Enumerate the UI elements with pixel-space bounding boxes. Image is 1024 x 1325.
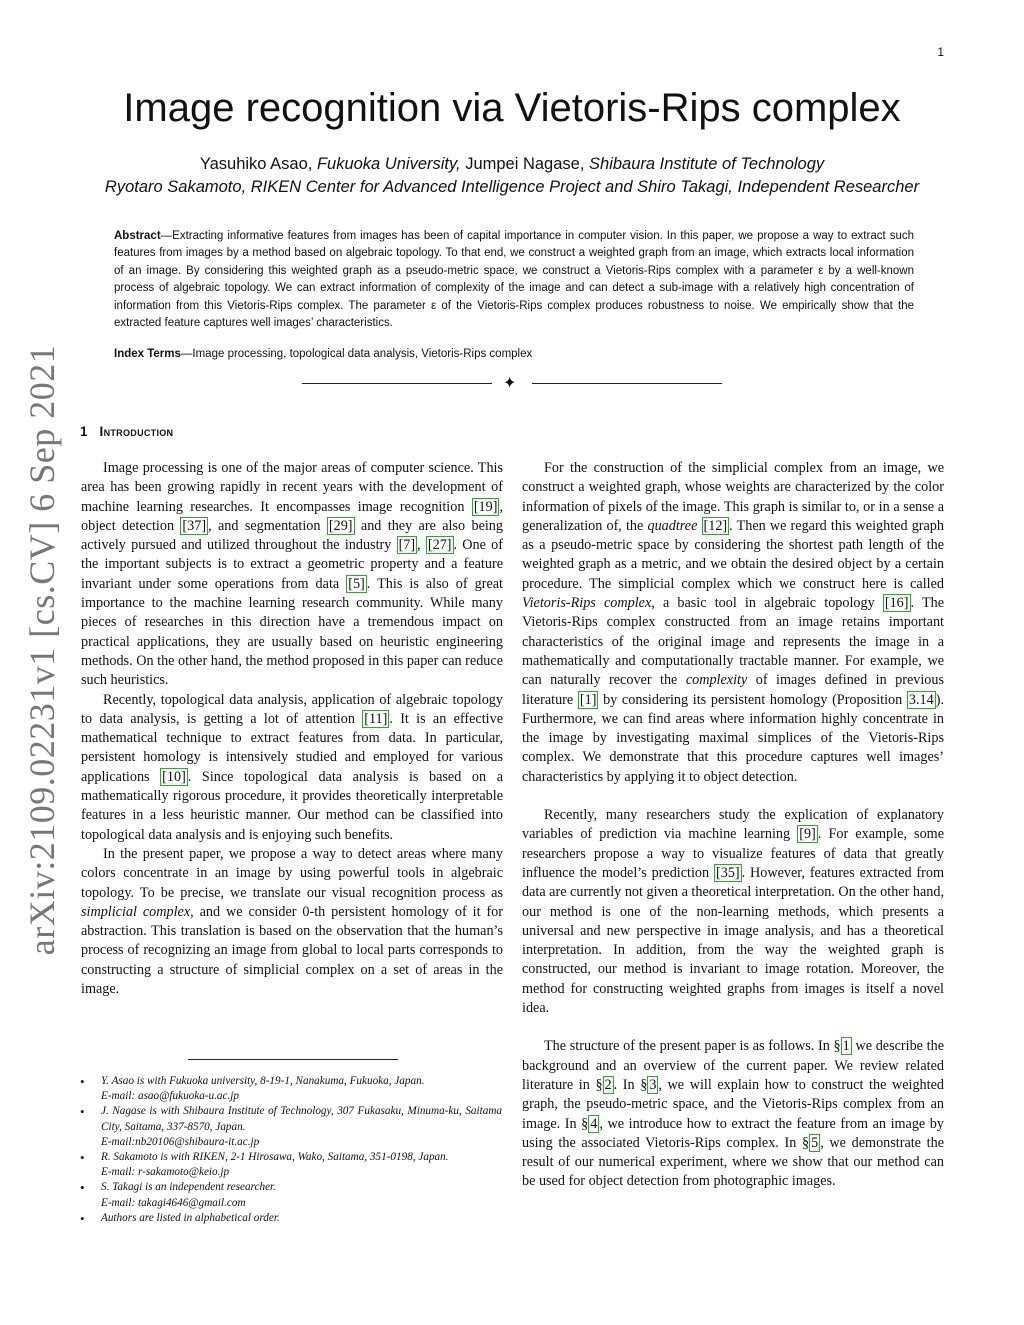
author-name: Jumpei Nagase, — [460, 155, 590, 173]
text: , we introduce how to extract the feature from an image by using the associated Vietoris-Rips complex. In § — [522, 1115, 944, 1151]
section-heading — [80, 424, 173, 439]
text: , and we consider 0-th persistent homology of it for abstraction. This translation is based on the observation that the human’s process of recognizing an image from global to local parts corresponds to constructing a structure of simplicial complex on a set of areas in the image. — [81, 903, 503, 998]
text: For the construction of the simplicial complex from an image, we construct a weighted graph, whose weights are characterized by the color information of pixels of the image. This graph is similar to, or in a sense a generalization of, the — [522, 460, 944, 534]
text: ). Furthermore, we can find areas where information highly concentrate in the image by investigating maximal simplices of the Vietoris-Rips complex. We demonstrate that this procedure captures well images’ characteristics by applying it to object detection. — [522, 691, 945, 785]
emphasis: quadtree — [647, 517, 698, 534]
text: and they are also being actively pursued and utilized throughout the industry — [81, 517, 503, 554]
emphasis: complexity — [685, 672, 748, 689]
left-column — [81, 459, 503, 999]
footnote-email: E-mail: r-sakamoto@keio.jp — [101, 1166, 230, 1179]
paper-title: Image recognition via Vietoris-Rips complex — [123, 86, 901, 130]
text: , a basic tool in algebraic topology — [651, 595, 883, 612]
section-title: Introduction — [99, 424, 174, 439]
author-affiliation: Fukuoka University, — [316, 155, 461, 173]
paragraph — [81, 845, 503, 999]
citation-link[interactable]: [35] — [715, 864, 740, 881]
text: , object detection — [81, 498, 503, 534]
footnote-item — [80, 1104, 502, 1150]
paragraph — [522, 1037, 944, 1191]
text: . This is also of great importance to the machine learning research community. While many pieces of researches in this direction have a tremendous impact on practical applications, they are usually based on heuristic engineering methods. On the other hand, the method proposed in this paper can reduce such heuristics. — [81, 575, 503, 689]
text: , we will explain how to construct the weighted graph, the pseudo-metric space, and the Vietoris-Rips complex from an image. In § — [522, 1076, 944, 1132]
emphasis: simplicial complex — [81, 903, 191, 920]
citation-link[interactable]: [16] — [884, 595, 909, 612]
divider-line-right — [532, 383, 722, 384]
abstract — [114, 228, 914, 332]
text — [697, 518, 701, 534]
citation-link[interactable]: [9] — [799, 826, 816, 843]
citation-link[interactable]: [5] — [348, 575, 365, 592]
text: . It is an effective mathematical technique to extract features from data. In particular, persistent homology is intensively studied and employed for various applications — [81, 710, 503, 785]
citation-link[interactable]: [7] — [398, 537, 416, 554]
text: . The Vietoris-Rips complex constructed from an image retains important characteristics of the original image and represents the image in a mathematically and computationally tractable manner. For example, we can naturally recover the — [522, 595, 945, 689]
section-link[interactable]: 2 — [604, 1076, 612, 1093]
section-divider — [300, 374, 724, 394]
paragraph — [81, 691, 503, 845]
text: by considering its persistent homology (Proposition — [598, 691, 907, 708]
text: Recently, many researchers study the explication of explanatory variables of prediction via machine learning — [522, 807, 944, 843]
divider-line-left — [302, 383, 492, 384]
text: . One of the important subjects is to extract a geometric property and a feature invariant under some operations from data — [81, 537, 503, 592]
paragraph — [81, 459, 503, 691]
text: Recently, topological data analysis, application of algebraic topology to data analysis, is getting a lot of attention — [81, 691, 503, 727]
index-terms — [114, 348, 914, 360]
citation-link[interactable]: [29] — [328, 517, 353, 534]
section-link[interactable]: 1 — [842, 1038, 850, 1055]
footnote-item — [80, 1211, 502, 1226]
text: . Then we regard this weighted graph as a pseudo-metric space by considering the shortest path length of the weighted graph as a metric, and we obtain the desired object by a certain procedure. The simplicial complex which we construct here is called — [522, 517, 944, 592]
section-number: 1 — [80, 424, 88, 439]
text: , — [417, 537, 426, 554]
section-link[interactable]: 4 — [590, 1115, 598, 1132]
section-link[interactable]: 3 — [649, 1076, 657, 1093]
paragraph — [522, 806, 944, 1018]
text: . In § — [613, 1076, 648, 1093]
footnotes — [80, 1074, 502, 1226]
text: , and segmentation — [208, 517, 327, 534]
citation-link[interactable]: [37] — [182, 517, 207, 534]
footnote-email: E-mail: asao@fukuoka-u.ac.jp — [101, 1090, 239, 1103]
abstract-text: —Extracting informative features from images has been of capital importance in computer vision. In this paper, we propose a way to extract such features from images by a method based on algebraic topology. To that end, we construct a weighted graph from an image, which extracts local information of an image. By considering this weighted graph as a pseudo-metric space, we construct a Vietoris-Rips complex with a parameter ε by a well-known process of algebraic topology. We can extract information of complexity of the image and can detect a sub-image with a relatively high concentration of information from this Vietoris-Rips complex. The parameter ε of the Vietoris-Rips complex produces robustness to noise. We empirically show that the extracted feature captures well images’ characteristics. — [114, 230, 914, 330]
paragraph-gap — [522, 1018, 944, 1037]
text: , we demonstrate the result of our numerical experiment, where we show that our method can be used for object detection from photographic images. — [522, 1134, 944, 1190]
footnote-item — [80, 1150, 502, 1180]
text: of images defined in previous literature — [522, 672, 944, 708]
index-terms-label: Index Terms — [114, 348, 181, 360]
author-affiliation: Shibaura Institute of Technology — [589, 155, 825, 173]
footnote-item — [80, 1074, 502, 1104]
text: Image processing is one of the major areas of computer science. This area has been growing rapidly in recent years with the development of machine learning researches. It encompasses image recognition — [81, 460, 503, 515]
text: we describe the background and an overview of the current paper. We review related literature in § — [522, 1038, 944, 1093]
text: . For example, some researchers propose a way to visualize features of data that greatly influence the model’s prediction — [522, 826, 944, 881]
citation-link[interactable]: [19] — [473, 498, 498, 515]
section-link[interactable]: 5 — [811, 1134, 819, 1151]
text: The structure of the present paper is as follows. In § — [544, 1038, 841, 1055]
proposition-link[interactable]: 3.14 — [908, 691, 934, 708]
citation-link[interactable]: [11] — [364, 710, 388, 727]
index-terms-text: —Image processing, topological data analysis, Vietoris-Rips complex — [180, 348, 533, 360]
footnote-text: • S. Takagi is an independent researcher. — [101, 1181, 276, 1194]
citation-link[interactable]: [10] — [162, 768, 186, 785]
arxiv-identifier-stamp: arXiv:2109.02231v1 [cs.CV] 6 Sep 2021 — [22, 344, 62, 956]
right-column — [522, 459, 944, 1192]
author-name: Yasuhiko Asao, — [199, 155, 317, 173]
footnote-email: E-mail:nb20106@shibaura-it.ac.jp — [101, 1135, 260, 1148]
text: . Since topological data analysis is based on a mathematically rigorous procedure, it provides theoretically interpretable features in a less heuristic manner. Our method can be classified into topological data analysis and is enjoying such benefits. — [81, 768, 503, 843]
footnote-text: • Authors are listed in alphabetical order. — [101, 1211, 280, 1224]
paragraph-gap — [522, 787, 944, 806]
footnote-rule — [188, 1059, 398, 1060]
author-line-1 — [60, 153, 964, 176]
text: In the present paper, we propose a way to detect areas where many colors concentrate in an image by using powerful tools in algebraic topology. To be precise, we translate our visual recognition process as — [81, 845, 503, 901]
divider-diamond-icon: ✦ — [503, 375, 517, 392]
emphasis: Vietoris-Rips complex — [522, 595, 652, 612]
footnote-item — [80, 1180, 502, 1210]
citation-link[interactable]: [12] — [703, 517, 728, 534]
footnote-text: • J. Nagase is with Shibaura Institute of Technology, 307 Fukasaku, Minuma-ku, Saitama City, Saitama, 337-8570, Japan. — [101, 1105, 502, 1133]
footnote-text: • R. Sakamoto is with RIKEN, 2-1 Hirosawa, Wako, Saitama, 351-0198, Japan. — [101, 1151, 449, 1164]
footnote-text: • Y. Asao is with Fukuoka university, 8-19-1, Nanakuma, Fukuoka, Japan. — [101, 1075, 425, 1087]
author-block — [60, 153, 964, 199]
abstract-label: Abstract — [114, 230, 161, 242]
author-line-2: Ryotaro Sakamoto, RIKEN Center for Advanced Intelligence Project and Shiro Takagi, Independent Researcher — [104, 178, 920, 196]
citation-link[interactable]: [27] — [427, 537, 452, 554]
page-number: 1 — [937, 45, 944, 59]
footnote-email: E-mail: takagi4646@gmail.com — [101, 1196, 246, 1209]
text: . However, features extracted from data are currently not given a theoretical interpretation. On the other hand, our method is one of the non-learning methods, which presents a universal and new perspective in image analysis, and has a theoretical interpretation. In addition, from the way the weighted graph is constructed, our method is invariant to image rotation. Moreover, the method for constructing weighted graphs from images is itself a novel idea. — [522, 864, 944, 1017]
paragraph — [522, 459, 944, 787]
citation-link[interactable]: [1] — [579, 691, 597, 708]
